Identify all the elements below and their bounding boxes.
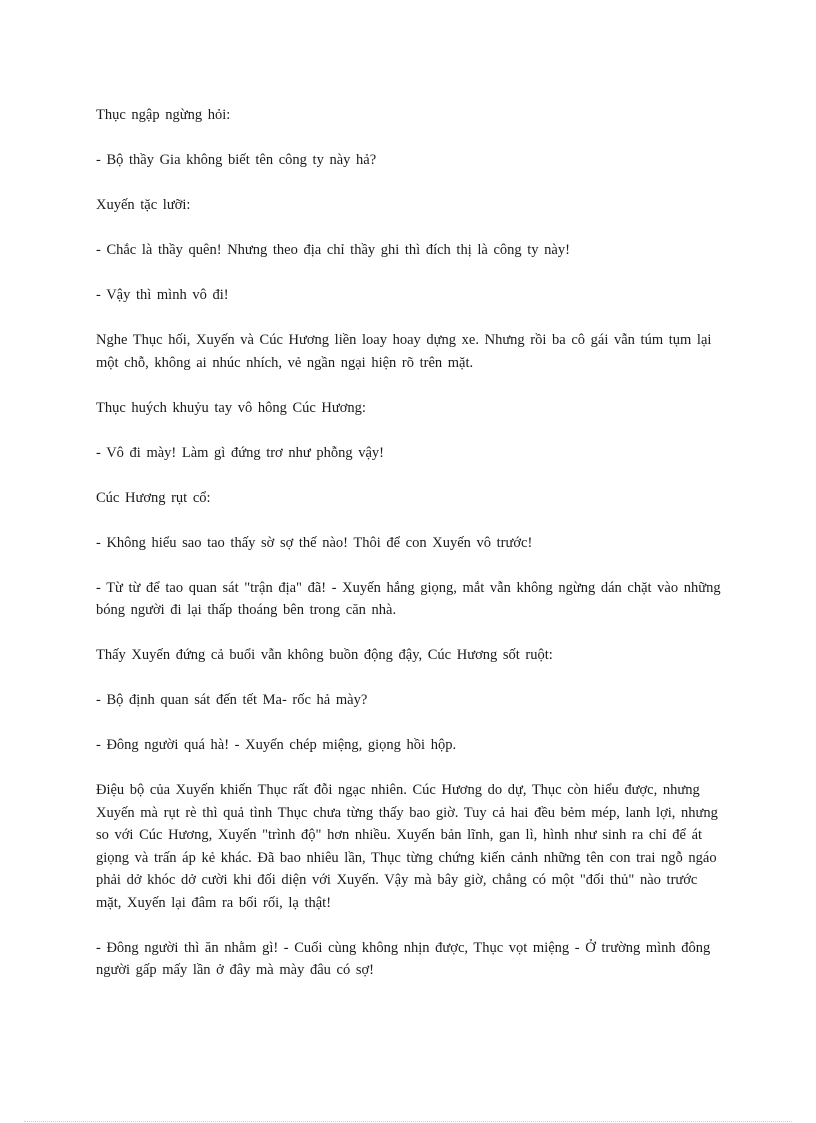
document-body: [96, 104, 726, 1004]
paragraph: Điệu bộ của Xuyến khiến Thục rất đỗi ngạc nhiên. Cúc Hương do dự, Thục còn hiểu được, nhưng Xuyến mà rụt rè thì quả tình Thục chưa từng thấy bao giờ. Tuy cả hai đều bẻm mép, lanh lợi, nhưng so với Cúc Hương, Xuyến "trình độ" hơn nhiều. Xuyến bản lĩnh, gan lì, hình như sinh ra chỉ để át giọng và trấn áp kẻ khác. Đã bao nhiêu lần, Thục từng chứng kiến cảnh những tên con trai ngỗ ngáo phải dở khóc dở cười khi đối diện với Xuyến. Vậy mà bây giờ, chẳng có một "đối thủ" nào trước mặt, Xuyến lại đâm ra bối rối, lạ thật!: [96, 782, 718, 911]
paragraph: - Đông người quá hà! - Xuyến chép miệng, giọng hồi hộp.: [96, 737, 457, 753]
paragraph: Thục ngập ngừng hỏi:: [96, 107, 231, 123]
paragraph: - Bộ thầy Gia không biết tên công ty này hả?: [96, 152, 377, 168]
paragraph: - Vô đi mày! Làm gì đứng trơ như phỗng vậy!: [96, 444, 384, 461]
paragraph: - Vậy thì mình vô đi!: [96, 287, 229, 303]
paragraph: Cúc Hương rụt cổ:: [96, 489, 211, 506]
paragraph: Xuyến tặc lưỡi:: [96, 197, 191, 213]
page-bottom-divider: [24, 1121, 792, 1122]
paragraph: - Chắc là thầy quên! Nhưng theo địa chỉ thầy ghi thì đích thị là công ty này!: [96, 242, 570, 258]
paragraph: Thấy Xuyến đứng cả buổi vẫn không buồn động đậy, Cúc Hương sốt ruột:: [96, 647, 553, 663]
paragraph: Nghe Thục hối, Xuyến và Cúc Hương liền loay hoay dựng xe. Nhưng rồi ba cô gái vẫn túm tụm lại một chỗ, không ai nhúc nhích, vẻ ngần ngại hiện rõ trên mặt.: [96, 332, 712, 371]
paragraph: - Không hiểu sao tao thấy sờ sợ thế nào! Thôi để con Xuyến vô trước!: [96, 534, 533, 551]
paragraph: Thục huých khuỷu tay vô hông Cúc Hương:: [96, 399, 366, 416]
paragraph: - Đông người thì ăn nhằm gì! - Cuối cùng không nhịn được, Thục vọt miệng - Ở trường mình đông người gấp mấy lần ở đây mà mày đâu có sợ!: [96, 939, 711, 978]
paragraph: - Bộ định quan sát đến tết Ma- rốc hả mày?: [96, 692, 368, 708]
paragraph: - Từ từ để tao quan sát "trận địa" đã! - Xuyến hắng giọng, mắt vẫn không ngừng dán chặt vào những bóng người đi lại thấp thoáng bên trong căn nhà.: [96, 579, 721, 618]
